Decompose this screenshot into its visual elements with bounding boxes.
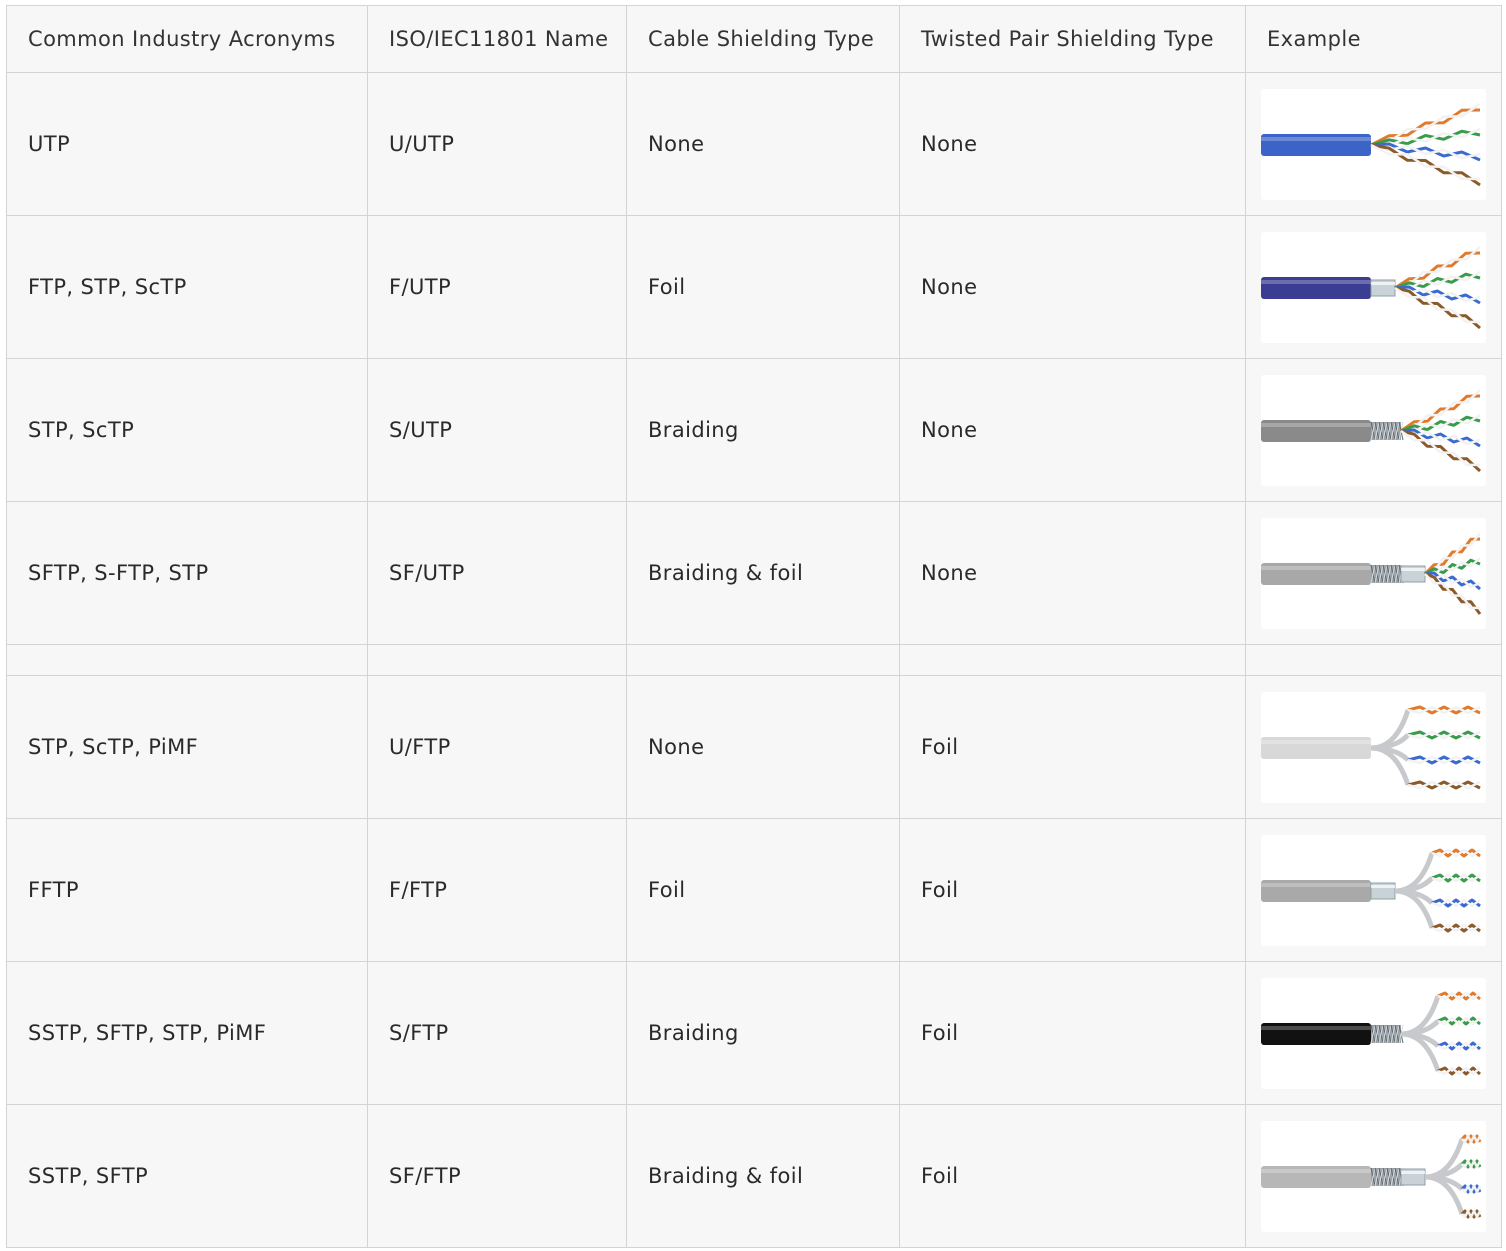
cell-iso-name: F/FTP: [368, 819, 627, 962]
cell-cable-shielding: None: [627, 73, 900, 216]
table-row: [7, 502, 1502, 645]
table-row: [7, 962, 1502, 1105]
cell-iso-name: F/UTP: [368, 216, 627, 359]
table-header-row: [7, 6, 1502, 73]
cable-example-image: [1261, 375, 1486, 486]
cell-pair-shielding: None: [900, 502, 1246, 645]
cell-acronyms: UTP: [7, 73, 368, 216]
cell-example: [1246, 1105, 1502, 1248]
header-pair-shielding: Twisted Pair Shielding Type: [900, 6, 1246, 73]
cable-illustration: [1261, 232, 1486, 343]
cell-iso-name: SF/FTP: [368, 1105, 627, 1248]
cell-iso-name: S/FTP: [368, 962, 627, 1105]
cable-illustration: [1261, 1121, 1486, 1232]
cell-cable-shielding: Braiding & foil: [627, 502, 900, 645]
cell-acronyms: STP, ScTP, PiMF: [7, 676, 368, 819]
cell-example: [1246, 962, 1502, 1105]
cable-example-image: [1261, 1121, 1486, 1232]
table-row: [7, 819, 1502, 962]
cell-example: [1246, 502, 1502, 645]
cable-example-image: [1261, 978, 1486, 1089]
cell-example: [1246, 676, 1502, 819]
cable-example-image: [1261, 835, 1486, 946]
cell-cable-shielding: Braiding & foil: [627, 1105, 900, 1248]
empty-cell: [368, 645, 627, 676]
cell-cable-shielding: Foil: [627, 216, 900, 359]
header-common-acronyms: Common Industry Acronyms: [7, 6, 368, 73]
cell-pair-shielding: Foil: [900, 1105, 1246, 1248]
cell-iso-name: U/FTP: [368, 676, 627, 819]
cell-pair-shielding: None: [900, 73, 1246, 216]
cable-illustration: [1261, 835, 1486, 946]
cell-pair-shielding: Foil: [900, 819, 1246, 962]
cell-example: [1246, 359, 1502, 502]
table-row: [7, 216, 1502, 359]
cell-acronyms: SSTP, SFTP, STP, PiMF: [7, 962, 368, 1105]
cell-cable-shielding: Braiding: [627, 962, 900, 1105]
cell-pair-shielding: Foil: [900, 676, 1246, 819]
cell-iso-name: S/UTP: [368, 359, 627, 502]
cell-cable-shielding: None: [627, 676, 900, 819]
cell-pair-shielding: Foil: [900, 962, 1246, 1105]
cable-illustration: [1261, 692, 1486, 803]
cell-acronyms: FTP, STP, ScTP: [7, 216, 368, 359]
cell-example: [1246, 819, 1502, 962]
header-iso-name: ISO/IEC11801 Name: [368, 6, 627, 73]
cable-illustration: [1261, 89, 1486, 200]
cell-example: [1246, 73, 1502, 216]
table-row: [7, 359, 1502, 502]
cell-pair-shielding: None: [900, 216, 1246, 359]
cell-example: [1246, 216, 1502, 359]
cell-iso-name: U/UTP: [368, 73, 627, 216]
empty-cell: [900, 645, 1246, 676]
table-wrapper: [6, 5, 1502, 1248]
header-cable-shielding: Cable Shielding Type: [627, 6, 900, 73]
cell-acronyms: SSTP, SFTP: [7, 1105, 368, 1248]
cable-example-image: [1261, 692, 1486, 803]
cell-iso-name: SF/UTP: [368, 502, 627, 645]
empty-cell: [7, 645, 368, 676]
cell-cable-shielding: Braiding: [627, 359, 900, 502]
cell-acronyms: SFTP, S-FTP, STP: [7, 502, 368, 645]
cell-cable-shielding: Foil: [627, 819, 900, 962]
cell-acronyms: STP, ScTP: [7, 359, 368, 502]
cable-illustration: [1261, 518, 1486, 629]
cable-shielding-table: [6, 5, 1502, 1248]
table-row: [7, 73, 1502, 216]
table-row: [7, 1105, 1502, 1248]
empty-row: [7, 645, 1502, 676]
cell-pair-shielding: None: [900, 359, 1246, 502]
empty-cell: [1246, 645, 1502, 676]
header-example: Example: [1246, 6, 1502, 73]
table-row: [7, 676, 1502, 819]
cable-example-image: [1261, 232, 1486, 343]
cable-illustration: [1261, 375, 1486, 486]
cable-example-image: [1261, 89, 1486, 200]
cable-example-image: [1261, 518, 1486, 629]
cell-acronyms: FFTP: [7, 819, 368, 962]
cable-illustration: [1261, 978, 1486, 1089]
empty-cell: [627, 645, 900, 676]
